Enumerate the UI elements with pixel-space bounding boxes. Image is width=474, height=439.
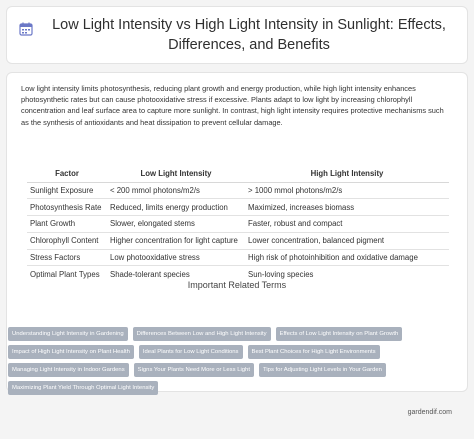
related-term-link[interactable]: Understanding Light Intensity in Gardening — [8, 327, 128, 341]
related-term-link[interactable]: Differences Between Low and High Light Intensity — [133, 327, 271, 341]
table-cell: Faster, robust and compact — [248, 219, 343, 229]
title-card — [6, 6, 468, 64]
column-header: High Light Intensity — [310, 169, 384, 179]
table-cell: Slower, elongated stems — [110, 219, 195, 229]
related-term-link[interactable]: Ideal Plants for Low Light Conditions — [139, 345, 243, 359]
related-term-link[interactable]: Best Plant Choices for High Light Environments — [248, 345, 380, 359]
tag-row — [8, 345, 466, 359]
column-header: Factor — [55, 169, 79, 179]
related-term-link[interactable]: Maximizing Plant Yield Through Optimal Light Intensity — [8, 381, 158, 395]
related-term-link[interactable]: Managing Light Intensity in Indoor Gardens — [8, 363, 129, 377]
table-row — [27, 199, 449, 216]
table-cell: Shade-tolerant species — [110, 270, 190, 280]
tag-row — [8, 327, 466, 341]
table-cell: Sun-loving species — [248, 270, 314, 280]
table-row — [27, 182, 449, 199]
table-cell: Stress Factors — [30, 253, 81, 263]
tag-row — [8, 363, 466, 377]
table-cell: Higher concentration for light capture — [110, 236, 238, 246]
table-cell: Maximized, increases biomass — [248, 202, 355, 212]
table-row — [27, 232, 449, 249]
table-cell: Optimal Plant Types — [30, 270, 100, 280]
tag-row — [8, 381, 466, 395]
page-title: Low Light Intensity vs High Light Intensity in Sunlight: Effects, Differences, and Benefits — [52, 17, 446, 53]
comparison-table — [27, 166, 449, 283]
table-cell: Lower concentration, balanced pigment — [248, 236, 385, 246]
related-terms-list — [8, 327, 466, 399]
table-cell: Reduced, limits energy production — [110, 202, 228, 212]
related-term-link[interactable]: Impact of High Light Intensity on Plant Health — [8, 345, 134, 359]
related-term-link[interactable]: Tips for Adjusting Light Levels in Your Garden — [259, 363, 386, 377]
table-cell: Plant Growth — [30, 219, 76, 229]
intro-paragraph: Low light intensity limits photosynthesis, reducing plant growth and energy production, while high light intensity enhances photosynthetic rates but can cause photooxidative stress if excessive. Plants adapt to low light by increasing chlorophyll concentration and leaf surface area to capture more sunlight. In contrast, high light intensity requires protective mechanisms such as the synthesis of antioxidants and heat dissipation to prevent cellular damage. — [21, 84, 444, 127]
table-row — [27, 216, 449, 233]
table-cell: > 1000 mmol photons/m2/s — [248, 185, 343, 195]
table-header-row — [27, 166, 449, 182]
table-cell: < 200 mmol photons/m2/s — [110, 185, 200, 195]
table-row — [27, 249, 449, 266]
table-cell: Chlorophyll Content — [30, 236, 99, 246]
table-cell: High risk of photoinhibition and oxidative damage — [248, 253, 418, 263]
calendar-icon — [19, 22, 33, 36]
site-domain: gardendif.com — [407, 409, 452, 416]
table-cell: Low photooxidative stress — [110, 253, 200, 263]
column-header: Low Light Intensity — [140, 169, 212, 179]
table-cell: Sunlight Exposure — [30, 185, 94, 195]
related-term-link[interactable]: Effects of Low Light Intensity on Plant Growth — [276, 327, 403, 341]
table-cell: Photosynthesis Rate — [30, 202, 102, 212]
related-term-link[interactable]: Signs Your Plants Need More or Less Light — [134, 363, 254, 377]
related-terms-heading: Important Related Terms — [187, 280, 287, 290]
